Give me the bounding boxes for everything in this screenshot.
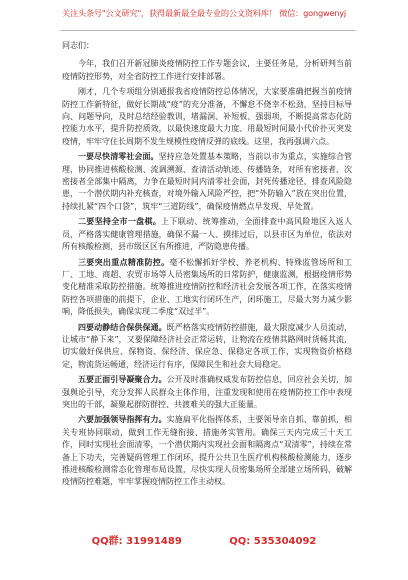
- footer-contact: [0, 532, 408, 547]
- banner-text: 关注头条号"公文研究"，获得最新最全最专业的公文资料库！ 微信：gongwenyj: [61, 8, 346, 18]
- paragraph-2: [62, 86, 352, 148]
- paragraph-6: [62, 322, 352, 372]
- header-divider: [60, 30, 356, 31]
- paragraph-7: [62, 374, 352, 411]
- greeting: 同志们：: [62, 41, 94, 50]
- paragraph-heading: 二要坚持全市一盘棋。: [78, 217, 162, 227]
- paragraph-8: [62, 414, 352, 488]
- paragraph-text: 毫不松懈抓好学校、养老机构、特殊监管场所和工厂、工地、商超、农贸市场等人员密集场所的日常防护，健康监测，根据疫情形势变化精准采取防控措施。统筹推进疫情防控和经济社会发展各项工作，在落实疫情防控各项措施的前提下，企业、工地实行闭环生产，闭环施工，尽最大努力减少影响，降低损失，确保实现二季度“双过半”。: [62, 257, 352, 317]
- paragraph-3: [62, 151, 352, 213]
- paragraph-5: [62, 257, 352, 319]
- qq-group-number: QQ群: 31991489: [91, 536, 182, 547]
- paragraph-text: 坚持应急处置基本策略，当前以市为重点，实施综合管理，协同推进核酸检测、流调溯源、查清活动轨迹、传播链条，对所有密接者、次密接者全部集中隔离，力争在最短时间内清零社会面，封死传播途径，排查风险隐患，一个潜伏期内补充核查，对境外输入风险严控，把“外防输入”放在突出位置，持续扎紧“四个口袋”，筑牢“三道防线”，确保疫情燃点早发现、早处置。: [62, 152, 353, 211]
- paragraph-text: 实施扁平化指挥体系，主要领导亲自抓、靠前抓，相关专班协同联动，做到工作无缝衔接、措施务实管用。确保三天内完成三十天工作，同时实现社会面清零，一个潜伏期内实现社会面和隔离点“双清零”，持续在常备上下功夫，完善疑码管理工作闭环，提升公共卫生医疗机构核酸检测能力，逐步推进核酸检测常态化管理布局设置，尽快实现人员密集场所全部建立场所码，破解疫情防控难题，牢牢掌握疫情防控工作主动权。: [62, 415, 353, 487]
- paragraph-text: 既严格落实疫情防控措施，最大限度减少人员流动，让城市“静下来”，又要保障经济社会正常运转，让物流在疫情其路网时货畅其流，切实做好保供应、保物资、保经济、保应急、保稳定各项工作，实现物资价格稳定，物流货运畅通，经济运行有序，保障民生和社会大局稳定。: [62, 322, 353, 369]
- paragraph-heading: 三要突出重点精准防控。: [78, 257, 170, 267]
- paragraph-heading: 六要加强领导指挥有力。: [78, 415, 167, 425]
- header-banner: [0, 0, 408, 34]
- paragraph-1: [62, 58, 352, 83]
- paragraph-text: 刚才，几个专项组分别通报我省疫情防控总体情况，大家要准确把握当前疫情防控工作新特征，做好长期战“疫”的充分准备，不懈怠不侥幸不松劲，坚持目标导向、问题导向，及时总结经验教训，堵漏洞、补短板、强弱项，不断提高常态化防控能力水平，提升防控质效，以最快速度最大力度、用最短时间最小代价扑灭突发疫情，牢牢守住长周期不发生规模性疫情反弹的底线。这里，我再强调六点。: [62, 87, 352, 146]
- qq-number: QQ: 535304092: [229, 536, 317, 547]
- paragraph-4: [62, 216, 352, 253]
- paragraph-heading: 一要尽快清零社会面。: [78, 152, 159, 162]
- paragraph-heading: 四要动静结合保供保通。: [78, 322, 167, 332]
- paragraph-text: 公开及时准确权威发布防控信息，回应社会关切，加强舆论引导，充分发挥人民群众主体作用，注重发现和使用在疫情防控工作中表现突出的干部，凝聚起群防群控、共渡难关的强大正能量。: [62, 375, 353, 409]
- paragraph-heading: 五要正面引导凝聚合力。: [78, 375, 167, 385]
- paragraph-text: 今年，我们召开新冠肺炎疫情防控工作专题会议，主要任务是，分析研判当前疫情防控形势，对全省防控工作进行安排部署。: [62, 59, 352, 81]
- paragraph-text: 上下联动、统筹推动，全面排查中高风险地区入返人员，严格落实健康管理措施，确保不漏一人、摸排过后，以县市区为单位，依法对所有核酸检测，县市级区区有所推进，严防隐患传播。: [62, 217, 352, 252]
- document-body: [62, 40, 352, 492]
